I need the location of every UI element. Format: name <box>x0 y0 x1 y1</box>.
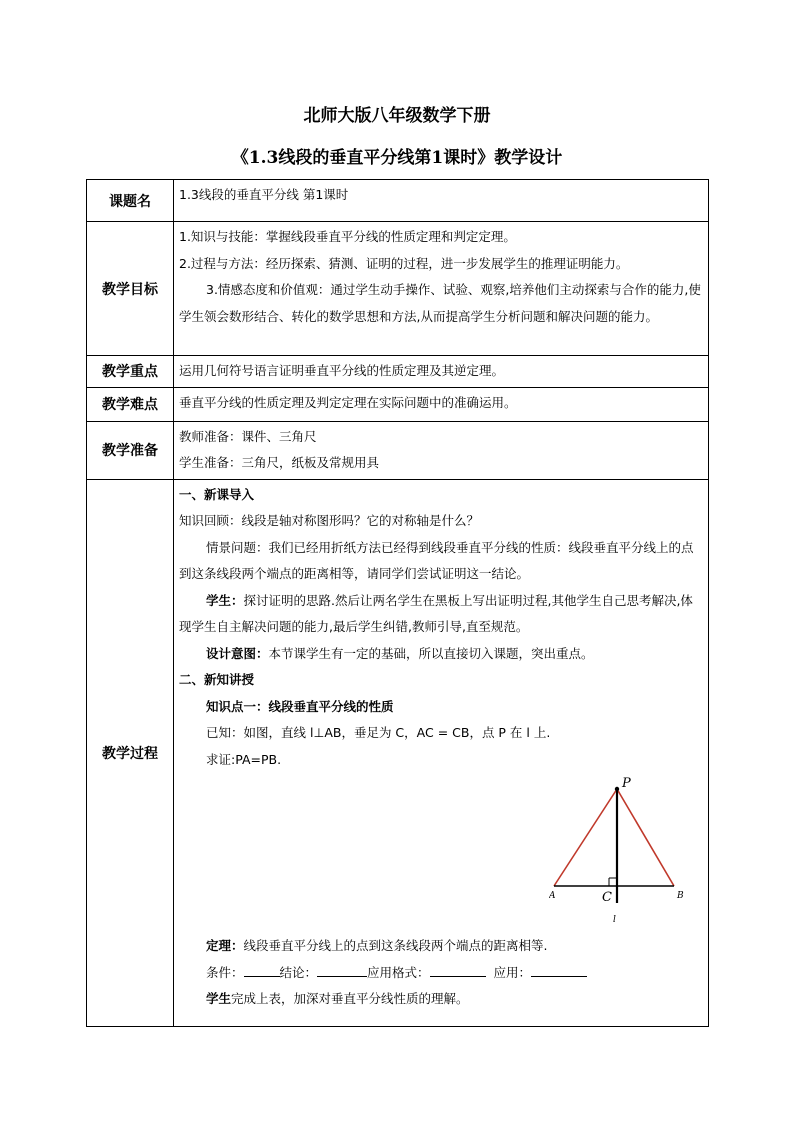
review-question: 知识回顾：线段是轴对称图形吗？它的对称轴是什么？ <box>179 513 480 528</box>
teacher-preparation: 教师准备：课件、三角尺 <box>179 428 317 444</box>
fill-in-line <box>179 960 704 987</box>
format-label: 应用格式： <box>367 964 430 980</box>
conclusion-label: 结论： <box>279 964 318 980</box>
goal-item-3: 3.情感态度和价值观：通过学生动手操作、试验、观察,培养他们主动探索与合作的能力,使学生领会数形结合、转化的数学思想和方法,从而提高学生分析问题和解决问题的能力。 <box>179 282 701 324</box>
perpendicular-bisector-diagram <box>549 773 699 933</box>
section2-heading: 二、新知讲授 <box>179 672 255 687</box>
application-blank[interactable] <box>531 964 587 977</box>
design-intent: 设计意图：本节课学生有一定的基础，所以直接切入课题，突出重点。 <box>206 645 594 661</box>
topic-value: 1.3线段的垂直平分线 第1课时 <box>174 180 709 222</box>
label-key-points: 教学重点 <box>87 356 174 388</box>
label-preparation: 教学准备 <box>87 421 174 479</box>
condition-blank[interactable] <box>244 964 280 977</box>
label-c: C <box>602 890 612 905</box>
row-process <box>87 479 709 1026</box>
row-difficulties <box>87 387 709 421</box>
label-l: l <box>613 915 616 925</box>
goal-item-1: 1.知识与技能：掌握线段垂直平分线的性质定理和判定定理。 <box>179 229 516 244</box>
condition-label: 条件： <box>206 964 244 980</box>
goals-content <box>174 222 709 356</box>
student-activity: 学生：探讨证明的思路.然后让两名学生在黑板上写出证明过程,其他学生自己思考解决,体现学生自主解决问题的能力,最后学生纠错,教师引导,直至规范。 <box>179 592 693 634</box>
theorem-statement: 定理：线段垂直平分线上的点到这条线段两个端点的距离相等. <box>206 938 548 953</box>
difficulties-value: 垂直平分线的性质定理及判定定理在实际问题中的准确运用。 <box>174 387 709 421</box>
label-goals: 教学目标 <box>87 222 174 356</box>
row-preparation <box>87 421 709 479</box>
segment-pb <box>617 789 674 886</box>
label-difficulties: 教学难点 <box>87 387 174 421</box>
student-preparation: 学生准备：三角尺，纸板及常规用具 <box>179 455 380 470</box>
document-title: 北师大版八年级数学下册 <box>303 106 491 126</box>
scenario-question: 情景问题：我们已经用折纸方法已经得到线段垂直平分线的性质：线段垂直平分线上的点到这条线段两个端点的距离相等，请同学们尝试证明这一结论。 <box>179 539 694 581</box>
knowledge-point: 知识点一：线段垂直平分线的性质 <box>206 698 394 714</box>
conclusion-blank[interactable] <box>317 964 367 977</box>
document-subtitle: 《1.3线段的垂直平分线第1课时》教学设计 <box>231 148 563 168</box>
geometry-figure <box>179 773 704 933</box>
label-b: B <box>677 891 684 901</box>
label-process: 教学过程 <box>87 479 174 1026</box>
process-content <box>174 479 709 1026</box>
row-key-points <box>87 356 709 388</box>
point-p-dot <box>615 787 619 791</box>
goal-item-2: 2.过程与方法：经历探索、猜测、证明的过程，进一步发展学生的推理证明能力。 <box>179 255 629 271</box>
label-a: A <box>549 891 556 901</box>
row-topic <box>87 180 709 222</box>
closing-note: 学生完成上表，加深对垂直平分线性质的理解。 <box>206 991 469 1006</box>
row-goals <box>87 222 709 356</box>
application-label: 应用： <box>493 964 532 980</box>
label-p: P <box>622 776 631 791</box>
lesson-plan-table <box>86 179 709 1027</box>
key-points-value: 运用几何符号语言证明垂直平分线的性质定理及其逆定理。 <box>174 356 709 388</box>
section1-heading: 一、新课导入 <box>179 486 255 502</box>
label-topic: 课题名 <box>87 180 174 222</box>
format-blank[interactable] <box>430 964 486 977</box>
prove-statement: 求证:PA=PB. <box>206 751 282 767</box>
segment-pa <box>554 789 617 886</box>
preparation-content <box>174 421 709 479</box>
given-statement: 已知：如图，直线 l⊥AB，垂足为 C，AC = CB，点 P 在 l 上. <box>206 725 551 740</box>
